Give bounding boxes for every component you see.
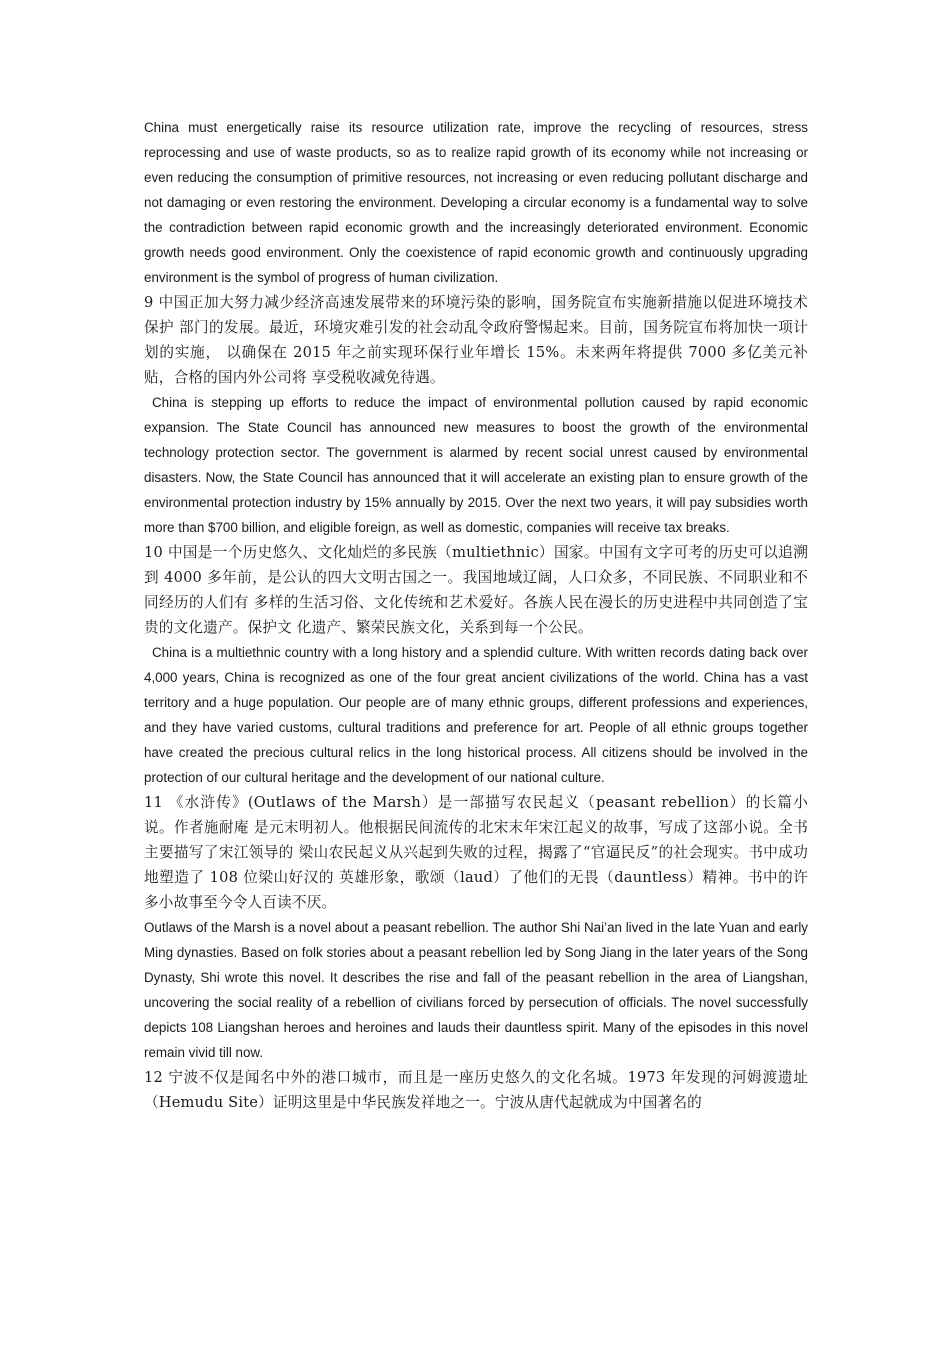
paragraph-9-zh: 9 中国正加大努力减少经济高速发展带来的环境污染的影响，国务院宣布实施新措施以促进环境技术保护 部门的发展。最近，环境灾难引发的社会动乱令政府警惕起来。目前，国务院宣布将加快一项计划的实施， 以确保在 2015 年之前实现环保行业年增长 15%。未来两年将提供 7000 多亿美元补贴，合格的国内外公司将 享受税收减免待遇。 [144,294,808,386]
paragraph-10-zh: 10 中国是一个历史悠久、文化灿烂的多民族（multiethnic）国家。中国有文字可考的历史可以追溯到 4000 多年前，是公认的四大文明古国之一。我国地域辽阔，人口众多，不同民族、不同职业和不同经历的人们有 多样的生活习俗、文化传统和艺术爱好。各族人民在漫长的历史进程中共同创造了宝贵的文化遗产。保护文 化遗产、繁荣民族文化，关系到每一个公民。 [144,544,808,636]
paragraph-12-zh: 12 宁波不仅是闻名中外的港口城市，而且是一座历史悠久的文化名城。1973 年发现的河姆渡遗址（Hemudu Site）证明这里是中华民族发祥地之一。宁波从唐代起就成为中国著名的 [144,1069,808,1111]
paragraph-11-en: Outlaws of the Marsh is a novel about a peasant rebellion. The author Shi Nai’an lived in the late Yuan and early Ming dynasties. Based on folk stories about a peasant rebellion led by Song Jiang in the later years of the Song Dynasty, Shi wrote this novel. It describes the rise and fall of the peasant rebellion in the area of Liangshan, uncovering the social reality of a rebellion of civilians forced by persecution of officials. The novel successfully depicts 108 Liangshan heroes and heroines and lauds their dauntless spirit. Many of the episodes in this novel remain vivid till now. [144,920,808,1060]
paragraph-10-en: China is a multiethnic country with a long history and a splendid culture. With written records dating back over 4,000 years, China is recognized as one of the four great ancient civilizations of the world. China has a vast territory and a huge population. Our people are of many ethnic groups, different professions and experiences, and they have varied customs, cultural traditions and preference for art. People of all ethnic groups together have created the precious cultural relics in the long historical process. All citizens should be involved in the protection of our cultural heritage and the development of our national culture. [144,645,808,785]
paragraph-circular-economy-en: China must energetically raise its resource utilization rate, improve the recycling of resources, stress reprocessing and use of waste products, so as to realize rapid growth of its economy while not increasing or even reducing the consumption of primitive resources, not increasing or even reducing pollutant discharge and not damaging or even restoring the environment. Developing a circular economy is a fundamental way to solve the contradiction between rapid economic growth and the increasingly deteriorated environment. Economic growth needs good environment. Only the coexistence of rapid economic growth and continuously upgrading environment is the symbol of progress of human civilization. [144,120,808,285]
document-page [144,115,808,1115]
paragraph-11-zh: 11 《水浒传》(Outlaws of the Marsh）是一部描写农民起义（peasant rebellion）的长篇小说。作者施耐庵 是元末明初人。他根据民间流传的北宋末年宋江起义的故事，写成了这部小说。全书主要描写了宋江领导的 梁山农民起义从兴起到失败的过程，揭露了“官逼民反”的社会现实。书中成功地塑造了 108 位梁山好汉的 英雄形象，歌颂（laud）了他们的无畏（dauntless）精神。书中的许多小故事至今令人百读不厌。 [144,794,808,911]
paragraph-9-en: China is stepping up efforts to reduce the impact of environmental pollution caused by rapid economic expansion. The State Council has announced new measures to boost the growth of the environmental technology protection sector. The government is alarmed by recent social unrest caused by environmental disasters. Now, the State Council has announced that it will accelerate an existing plan to ensure growth of the environmental protection industry by 15% annually by 2015. Over the next two years, it will pay subsidies worth more than $700 billion, and eligible foreign, as well as domestic, companies will receive tax breaks. [144,395,808,535]
